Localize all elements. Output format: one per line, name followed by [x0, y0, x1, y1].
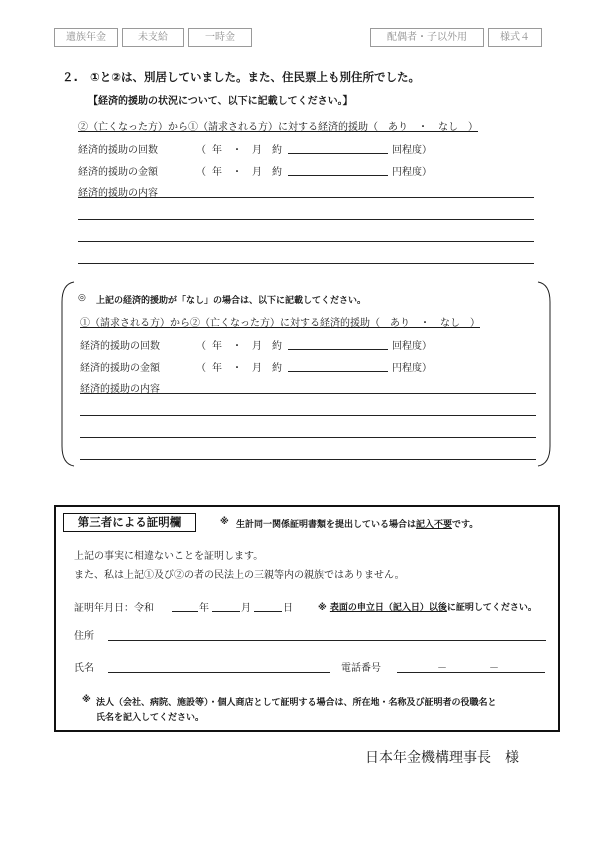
block1-amount-year-month: 年 ・ 月	[212, 167, 262, 178]
block2-amount-field[interactable]	[288, 371, 388, 372]
phone-separator-2: －	[489, 663, 499, 674]
block1-content-line-2[interactable]	[78, 219, 534, 220]
block2-count-label: 経済的援助の回数	[80, 341, 160, 352]
date-day-field[interactable]	[254, 611, 282, 612]
block2-bracket-frame	[56, 280, 556, 470]
block2-note: 上記の経済的援助が「なし」の場合は、以下に記載してください。	[96, 296, 367, 306]
third-party-title: 第三者による証明欄	[63, 513, 196, 532]
block2-amount-suffix: 円程度）	[392, 363, 432, 374]
date-day-unit: 日	[283, 603, 293, 614]
footnote-mark: ※	[82, 695, 91, 705]
footnote-line-2: 氏名を記入してください。	[96, 713, 205, 723]
tag-unpaid: 未支給	[122, 28, 184, 47]
block2-count-suffix: 回程度）	[392, 341, 432, 352]
block1-content-line-1[interactable]	[78, 197, 534, 198]
tag-lump-sum: 一時金	[188, 28, 252, 47]
name-field[interactable]	[108, 672, 330, 673]
date-year-unit: 年	[199, 603, 209, 614]
phone-label: 電話番号	[341, 663, 381, 674]
block1-content-line-4[interactable]	[78, 263, 534, 264]
footnote-line-1: 法人（会社、病院、施設等）・個人商店として証明する場合は、所在地・名称及び証明者の役職名と	[96, 698, 497, 708]
tag-form-number: 様式４	[488, 28, 542, 47]
third-party-note	[236, 517, 478, 530]
block1-count-approx: 約	[272, 145, 282, 156]
block2-content-line-1[interactable]	[80, 393, 536, 394]
block1-amount-approx: 約	[272, 167, 282, 178]
block2-note-mark: ◎	[78, 293, 86, 303]
section-title: ①と②は、別居していました。また、住民票上も別住所でした。	[90, 70, 420, 84]
block2-amount-approx: 約	[272, 363, 282, 374]
third-party-note-mark: ※	[220, 517, 229, 527]
block2-heading: ①（請求される方）から②（亡くなった方）に対する経済的援助（ あり ・ なし ）	[80, 318, 480, 329]
address-label: 住所	[74, 631, 94, 642]
block2-count-field[interactable]	[288, 349, 388, 350]
date-note-emph: 表面の申立日（記入日）以後	[329, 603, 447, 613]
date-year-field[interactable]	[172, 611, 198, 612]
block2-content-label: 経済的援助の内容	[80, 384, 160, 395]
date-label: 証明年月日：令和	[74, 603, 154, 614]
block1-content-label: 経済的援助の内容	[78, 188, 158, 199]
block1-amount-label: 経済的援助の金額	[78, 167, 158, 178]
block1-count-label: 経済的援助の回数	[78, 145, 158, 156]
block2-amount-label: 経済的援助の金額	[80, 363, 160, 374]
third-party-note-tail: です。	[452, 520, 479, 530]
block2-amount-year-month: 年 ・ 月	[212, 363, 262, 374]
block1-count-suffix: 回程度）	[392, 145, 432, 156]
date-note	[318, 600, 537, 613]
block1-count-paren: （	[196, 145, 206, 156]
addressee: 日本年金機構理事長 様	[365, 750, 519, 766]
address-field[interactable]	[108, 640, 546, 641]
statement-line-1: 上記の事実に相違ないことを証明します。	[74, 551, 264, 562]
phone-field[interactable]	[397, 672, 545, 673]
block2-amount-paren: （	[196, 363, 206, 374]
block1-count-field[interactable]	[288, 153, 388, 154]
block2-count-paren: （	[196, 341, 206, 352]
block1-amount-paren: （	[196, 167, 206, 178]
section-number: ２.	[62, 70, 78, 84]
statement-line-2: また、私は上記①及び②の者の民法上の三親等内の親族ではありません。	[74, 570, 405, 581]
date-note-tail: に証明してください。	[446, 603, 537, 613]
third-party-note-text: 生計同一関係証明書類を提出している場合は	[236, 520, 417, 530]
phone-separator-1: －	[437, 663, 447, 674]
block2-count-year-month: 年 ・ 月	[212, 341, 262, 352]
section-instruction: 【経済的援助の状況について、以下に記載してください。】	[88, 96, 353, 107]
block1-amount-field[interactable]	[288, 175, 388, 176]
name-label: 氏名	[74, 663, 94, 674]
block2-content-line-4[interactable]	[80, 459, 536, 460]
date-month-unit: 月	[241, 603, 251, 614]
block2-count-approx: 約	[272, 341, 282, 352]
date-month-field[interactable]	[212, 611, 240, 612]
block1-amount-suffix: 円程度）	[392, 167, 432, 178]
block1-heading: ②（亡くなった方）から①（請求される方）に対する経済的援助（ あり ・ なし ）	[78, 122, 478, 133]
block2-content-line-2[interactable]	[80, 415, 536, 416]
tag-non-spouse-child: 配偶者・子以外用	[370, 28, 484, 47]
date-note-mark: ※	[318, 603, 327, 613]
tag-survivor-pension: 遺族年金	[54, 28, 118, 47]
block2-content-line-3[interactable]	[80, 437, 536, 438]
block1-content-line-3[interactable]	[78, 241, 534, 242]
third-party-note-emph: 記入不要	[416, 520, 453, 530]
block1-count-year-month: 年 ・ 月	[212, 145, 262, 156]
